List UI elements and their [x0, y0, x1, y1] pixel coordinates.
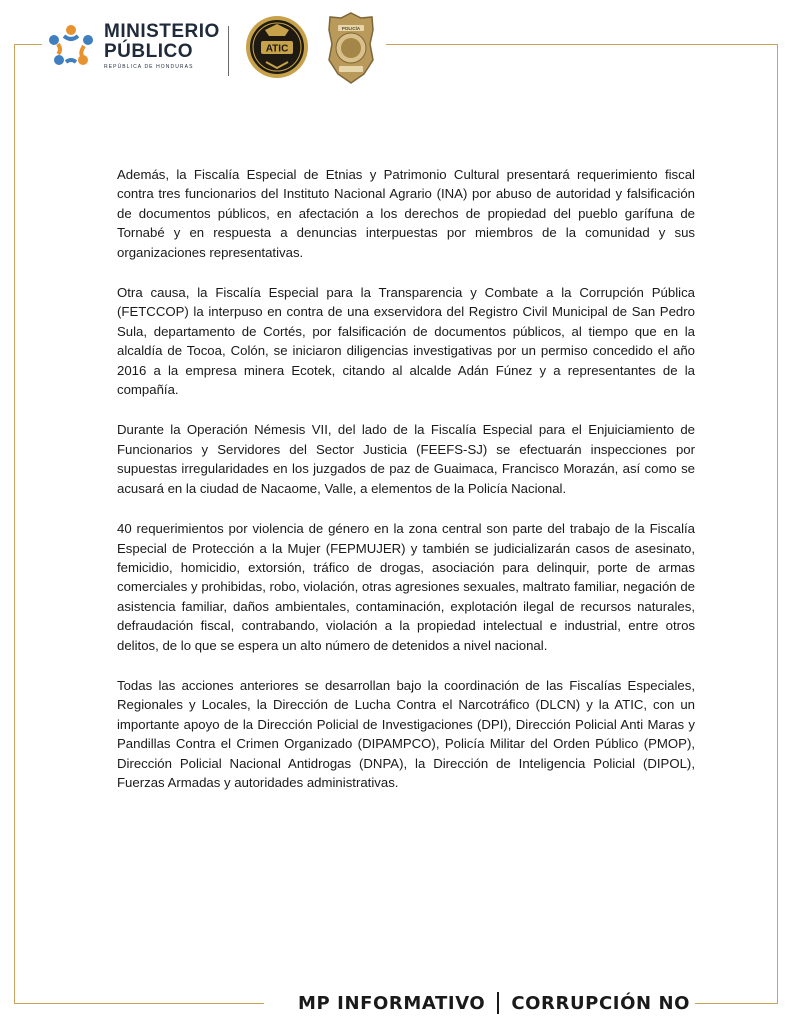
- ministerio-publico-logo-icon: [46, 22, 96, 72]
- paragraph-4: 40 requerimientos por violencia de género en la zona central son parte del trabajo de la Fiscalía Especial de Protección a la Mujer (FEPMUJER) y también se judicializarán casos de asesinato, femicidio, homicidio, extorsión, tráfico de drogas, asociación para delinquir, porte de armas comerciales y prohibidas, robo, violación, otras agresiones sexuales, maltrato familiar, negación de asistencia familiar, daños ambientales, contaminación, explotación ilegal de recursos naturales, defraudación fiscal, contrabando, violación a la propiedad intelectual e industrial, entre otros delitos, de lo que se espera un alto número de detenidos a nivel nacional.: [117, 521, 695, 653]
- footer-separator: [497, 992, 499, 1014]
- footer-right-text: CORRUPCIÓN NO: [511, 992, 691, 1014]
- page-footer: [298, 988, 690, 1018]
- mp-wordmark-line2: PÚBLICO: [104, 41, 193, 62]
- atic-seal-label: ATIC: [265, 43, 289, 55]
- paragraph-5: Todas las acciones anteriores se desarrollan bajo la coordinación de las Fiscalías Especiales, Regionales y Locales, la Dirección de Lucha Contra el Narcotráfico (DLCN) y la ATIC, con un importante apoyo de la Dirección Policial de Investigaciones (DPI), Dirección Policial Anti Maras y Pandillas Contra el Crimen Organizado (DIPAMPCO), Policía Militar del Orden Público (PMOP), Dirección Policial Nacional Antidrogas (DNPA), la Dirección de Inteligencia Policial (DIPOL), Fuerzas Armadas y autoridades administrativas.: [117, 677, 695, 790]
- document-body: [117, 165, 695, 813]
- badge-label: POLICÍA: [341, 26, 361, 31]
- mp-wordmark-line3: REPÚBLICA DE HONDURAS: [104, 64, 194, 70]
- frame-top-line: [386, 44, 778, 45]
- ministerio-publico-wordmark: [104, 22, 220, 70]
- frame-bottom-left-line: [14, 1003, 264, 1004]
- page-header: [44, 8, 384, 88]
- police-badge-icon: [326, 10, 376, 86]
- atic-seal-icon: [244, 12, 310, 82]
- frame-right-line: [777, 44, 778, 1004]
- paragraph-2: Otra causa, la Fiscalía Especial para la Transparencia y Combate a la Corrupción Pública (FETCCOP) la interpuso en contra de una exservidora del Registro Civil Municipal de San Pedro Sula, departamento de Cortés, por falsificación de documentos públicos, al tiempo que en la alcaldía de Tocoa, Colón, se iniciaron diligencias investigativas por un permiso concedido el año 2016 a la empresa minera Ecotek, citando al alcalde Adán Fúnez y a representantes de la compañía.: [117, 285, 695, 398]
- frame-top-left-line: [14, 44, 42, 45]
- header-divider: [228, 26, 229, 76]
- footer-left-text: MP INFORMATIVO: [298, 992, 486, 1014]
- paragraph-1: Además, la Fiscalía Especial de Etnias y Patrimonio Cultural presentará requerimiento fiscal contra tres funcionarios del Instituto Nacional Agrario (INA) por abuso de autoridad y falsificación de documentos públicos, en afectación a los derechos de propiedad del pueblo garífuna de Tornabé y en respuesta a denuncias interpuestas por miembros de la comunidad y sus organizaciones representativas.: [117, 167, 695, 260]
- paragraph-3: Durante la Operación Némesis VII, del lado de la Fiscalía Especial para el Enjuiciamiento de Funcionarios y Servidores del Sector Justicia (FEEFS-SJ) se efectuarán inspecciones por supuestas irregularidades en los juzgados de paz de Guaimaca, Francisco Morazán, así como se acusará en la ciudad de Nacaome, Valle, a elementos de la Policía Nacional.: [117, 422, 695, 496]
- mp-wordmark-line1: MINISTERIO: [104, 21, 220, 42]
- frame-left-line: [14, 44, 15, 1004]
- frame-bottom-right-line: [695, 1003, 778, 1004]
